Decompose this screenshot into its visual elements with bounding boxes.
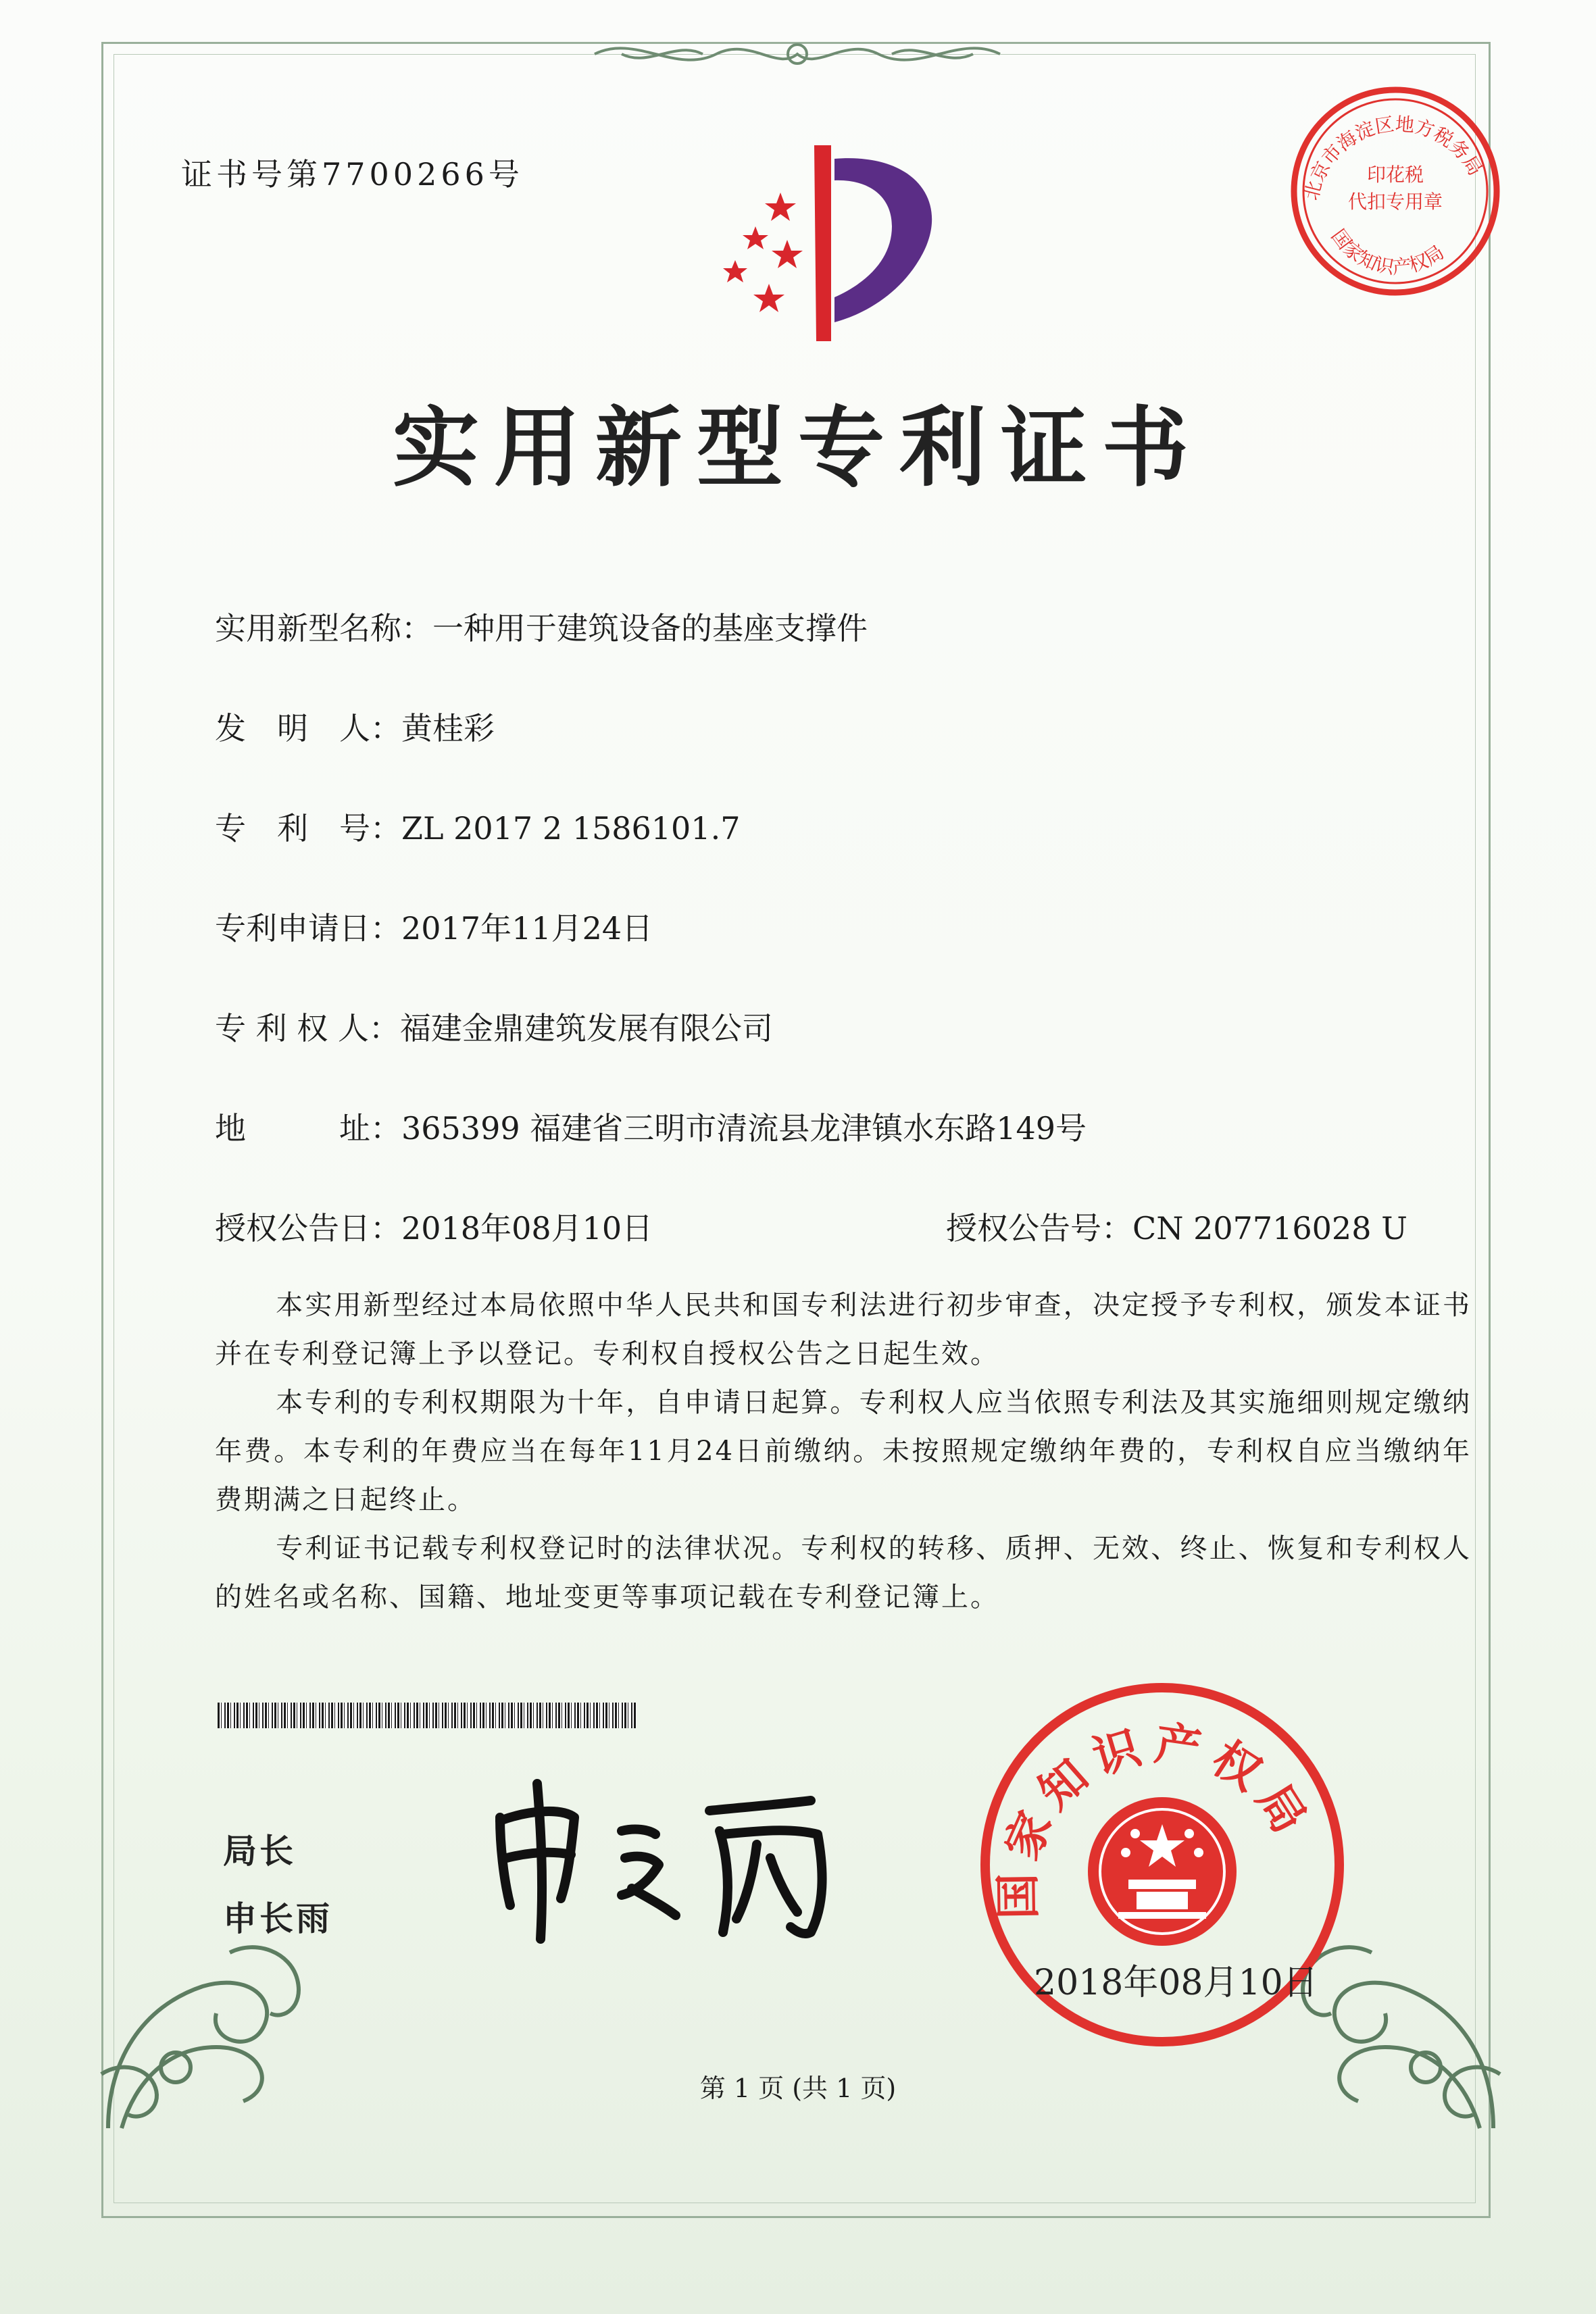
field-value: 福建金鼎建筑发展有限公司 — [399, 1010, 773, 1047]
barcode — [218, 1703, 637, 1728]
field-value: 一种用于建筑设备的基座支撑件 — [432, 610, 868, 647]
seal-date: 2018年08月10日 — [1034, 1963, 1318, 2003]
tax-seal-inner-text-2: 代扣专用章 — [1347, 191, 1443, 213]
tax-seal — [1284, 80, 1507, 303]
field-value: 2017年11月24日 — [401, 910, 653, 947]
page-number: 第 1 页 (共 1 页) — [699, 2073, 897, 2103]
field-label: 专 利 号： — [215, 810, 401, 847]
tax-seal-bottom-text: 国家知识产权局 — [1326, 225, 1449, 279]
body-paragraph-3 — [215, 1524, 1472, 1621]
body-paragraph-1 — [215, 1281, 1472, 1378]
field-inventor — [215, 708, 495, 749]
field-label: 授权公告号： — [946, 1210, 1132, 1247]
page-title: 实用新型专利证书 — [392, 397, 1203, 499]
body-paragraph-2 — [215, 1378, 1472, 1524]
national-emblem-icon — [1088, 1797, 1237, 1946]
field-filing-date — [215, 908, 653, 949]
top-ornament — [581, 27, 1014, 81]
field-value: 黄桂彩 — [401, 710, 495, 747]
field-grant-number — [946, 1208, 1407, 1249]
field-address — [215, 1108, 1087, 1149]
field-grant-date — [215, 1208, 653, 1249]
field-label: 专 利 权 人： — [215, 1010, 400, 1047]
field-value: 2018年08月10日 — [401, 1210, 653, 1247]
certificate-number: 证书号第7700266号 — [181, 156, 524, 193]
handwritten-signature — [487, 1770, 865, 1946]
field-label: 授权公告日： — [215, 1210, 401, 1247]
field-label: 实用新型名称： — [215, 610, 432, 647]
field-label: 专利申请日： — [215, 910, 401, 947]
field-patentee — [215, 1008, 773, 1049]
paragraph-text: 专利证书记载专利权登记时的法律状况。专利权的转移、质押、无效、终止、恢复和专利权人的姓名或名称、国籍、地址变更等事项记载在专利登记簿上。 — [215, 1533, 1472, 1613]
field-patent-number — [215, 808, 740, 849]
field-value: CN 207716028 U — [1132, 1210, 1407, 1247]
director-title: 局长 — [223, 1832, 296, 1871]
paragraph-text: 本实用新型经过本局依照中华人民共和国专利法进行初步审查，决定授予专利权，颁发本证书并在专利登记簿上予以登记。专利权自授权公告之日起生效。 — [215, 1290, 1472, 1369]
sipo-seal-text: 国家知识产权局 — [991, 1717, 1321, 1920]
field-utility-name — [215, 608, 868, 649]
cnipa-logo-icon — [696, 145, 953, 348]
field-label: 地 址： — [215, 1110, 401, 1147]
field-label: 发 明 人： — [215, 710, 401, 747]
field-value: ZL 2017 2 1586101.7 — [401, 810, 741, 847]
paragraph-text: 本专利的专利权期限为十年，自申请日起算。专利权人应当依照专利法及其实施细则规定缴纳年费。本专利的年费应当在每年11月24日前缴纳。未按照规定缴纳年费的，专利权自应当缴纳年费期满之日起终止。 — [215, 1387, 1472, 1515]
tax-seal-outer-text: 北京市海淀区地方税务局 — [1299, 112, 1487, 203]
tax-seal-inner-text-1: 印花税 — [1366, 164, 1424, 186]
field-value: 365399 福建省三明市清流县龙津镇水东路149号 — [401, 1110, 1087, 1147]
director-name: 申长雨 — [223, 1899, 332, 1938]
